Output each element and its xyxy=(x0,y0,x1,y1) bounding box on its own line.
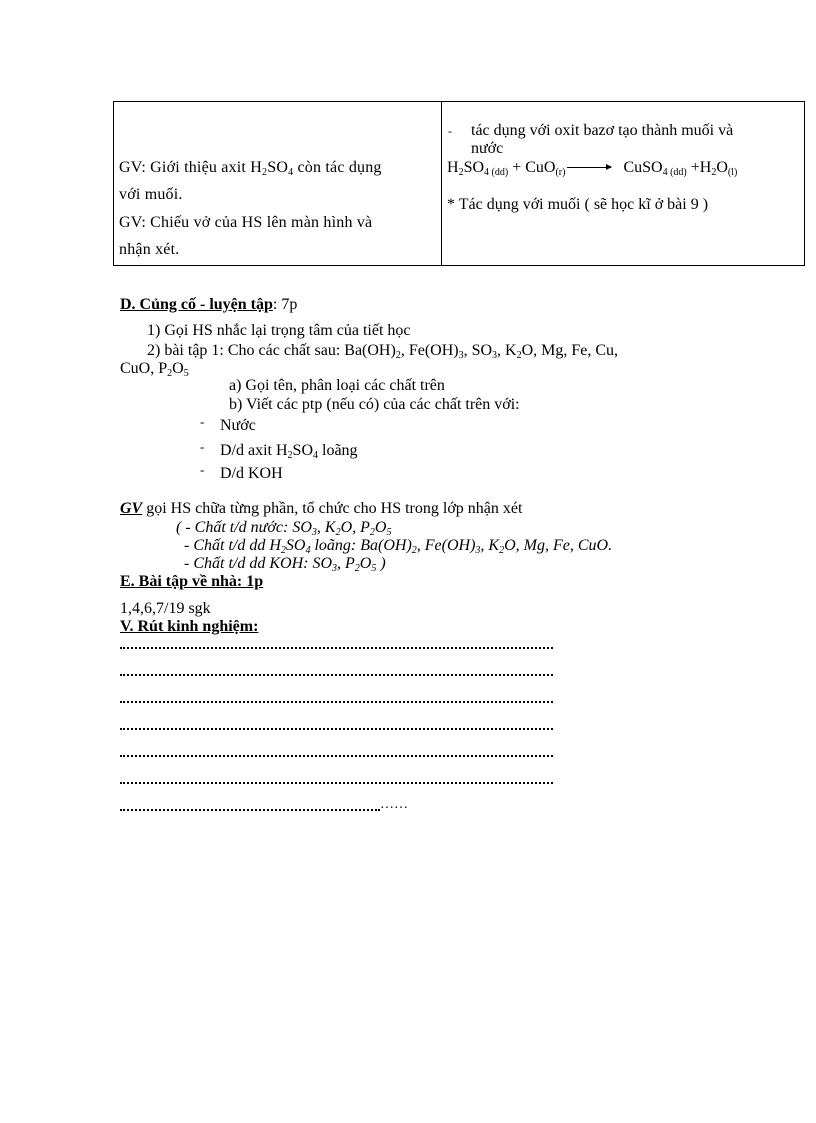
salt-reaction-note: * Tác dụng với muối ( sẽ học kĩ ở bài 9 ) xyxy=(447,196,709,213)
section-v-heading: V. Rút kinh nghiệm: xyxy=(120,618,259,635)
exercise-item-2: 2) bài tập 1: Cho các chất sau: $Ba(OH)_2$, $Fe(OH)_3$, $SO_3$, $K_2O$, Mg, Fe, Cu, xyxy=(147,342,619,361)
section-d-heading: D. Củng cố - luyện tập: 7p xyxy=(120,296,298,313)
teacher-line-2: với muối. xyxy=(119,186,183,203)
answer-koh: - Chất t/d dd KOH: $SO_3$, $P_2O_5$ ) xyxy=(184,555,386,574)
bullet-3: - xyxy=(200,462,205,477)
oxide-reaction-text: tác dụng với oxit bazơ tạo thành muối và xyxy=(471,122,734,139)
answer-acid: - Chất t/d dd $H_2SO_4$ loãng: $Ba(OH)_2$, $Fe(OH)_3$, $K_2O$, Mg, Fe, CuO. xyxy=(184,537,613,556)
dotted-line xyxy=(120,782,553,784)
exercise-item-1: 1) Gọi HS nhắc lại trọng tâm của tiết học xyxy=(147,322,411,339)
bullet-dash: - xyxy=(448,124,452,138)
bullet-1: - xyxy=(200,414,205,429)
oxide-reaction-text-cont: nước xyxy=(471,140,504,157)
section-e-heading: E. Bài tập về nhà: 1p xyxy=(120,573,264,590)
reaction-equation: $H_2SO_{4 (dd)} + CuO_{(r)}$ CuSO$_{4 (dd)}$ $+H_2O_{(l)}$ xyxy=(447,159,738,178)
bullet-2: - xyxy=(200,439,205,454)
homework-content: 1,4,6,7/19 sgk xyxy=(120,600,211,617)
dotted-line xyxy=(120,647,553,649)
option-acid: D/d axit $H_2SO_4$ loãng xyxy=(220,442,358,461)
lesson-table xyxy=(113,101,805,266)
exercise-item-2-cont: CuO, $P_2O_5$ xyxy=(120,360,189,379)
teacher-line-3: GV: Chiếu vở của HS lên màn hình và xyxy=(119,214,373,231)
arrow-icon xyxy=(567,167,611,168)
option-water: Nước xyxy=(220,417,256,434)
dotted-line xyxy=(120,701,553,703)
student-activity-cell xyxy=(442,102,805,266)
dotted-line xyxy=(120,755,553,757)
sub-question-b: b) Viết các ptp (nếu có) của các chất trên với: xyxy=(229,396,520,413)
option-koh: D/d KOH xyxy=(220,465,283,482)
sub-question-a: a) Gọi tên, phân loại các chất trên xyxy=(229,377,445,394)
teacher-line-1: GV: Giới thiệu axit $H_2SO_4$ còn tác dụng xyxy=(119,159,382,178)
teacher-activity-cell xyxy=(114,102,442,266)
dotted-line xyxy=(120,728,553,730)
gv-instruction: GV gọi HS chữa từng phần, tổ chức cho HS trong lớp nhận xét xyxy=(120,500,523,517)
answer-water: ( - Chất t/d nước: $SO_3$, $K_2O$, $P_2O_5$ xyxy=(176,519,392,538)
dotted-line-tail: …… xyxy=(380,797,408,812)
dotted-line xyxy=(120,674,553,676)
dotted-line xyxy=(120,809,380,811)
teacher-line-4: nhận xét. xyxy=(119,241,180,258)
